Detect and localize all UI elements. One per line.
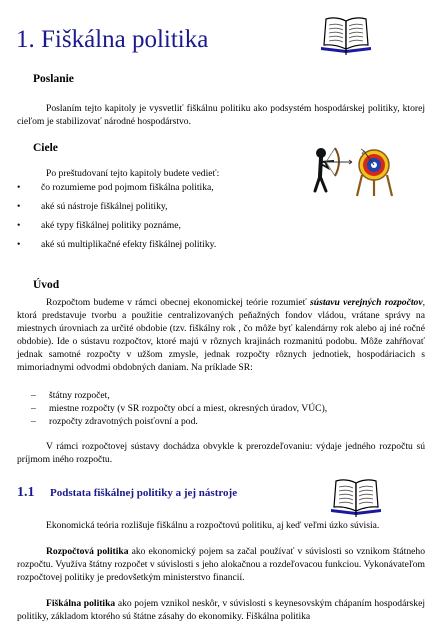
list-item-text: miestne rozpočty (v SR rozpočty obcí a miest, okresných úradov, VÚC),: [49, 403, 328, 415]
ciele-list: [17, 181, 307, 251]
uvod-dash-list: [31, 389, 421, 428]
list-item: [17, 219, 307, 232]
open-book-icon: [318, 12, 374, 56]
uvod-paragraph-2: V rámci rozpočtovej sústavy dochádza obvykle k prerozdeľovaniu: výdaje jedného rozpočtu sú príjmom iného rozpočtu.: [17, 441, 425, 466]
section-paragraph-1: Ekonomická teória rozlišuje fiškálnu a rozpočtovú politiku, aj keď veľmi úzko súvisia.: [46, 520, 380, 531]
list-item: [17, 200, 307, 213]
list-item: [17, 181, 307, 194]
section-p3-text: ako pojem vznikol neskôr, v súvislosti s keynesovským chápaním hospodárskej politiky, základom ktorého sú štátne zásahy do ekonomiky. Fiškálna politika: [17, 598, 425, 623]
list-item: [31, 415, 421, 428]
list-item: [31, 389, 421, 402]
bullet-mark: •: [17, 239, 21, 250]
section-p2-term: Rozpočtová politika: [46, 546, 129, 557]
section-paragraph-2: [17, 545, 425, 584]
list-item: [17, 238, 307, 251]
list-item-text: aké sú multiplikačné efekty fiškálnej politiky.: [41, 239, 217, 250]
poslanie-text: Poslaním tejto kapitoly je vysvetliť fiškálnu politiku ako podsystém hospodárskej politiky, ktorej cieľom je stabilizovať národné hospodárstvo.: [17, 103, 425, 128]
poslanie-heading: Poslanie: [33, 73, 74, 85]
archer-target-icon: [312, 143, 396, 197]
section-paragraph-3: [17, 597, 425, 623]
uvod-p1-a: Rozpočtom budeme v rámci obecnej ekonomickej teórie rozumieť: [46, 297, 311, 308]
bullet-mark: •: [17, 182, 21, 193]
bullet-mark: •: [17, 201, 21, 212]
dash-mark: –: [31, 416, 36, 428]
ciele-intro: Po preštudovaní tejto kapitoly budete vedieť:: [46, 168, 220, 179]
section-title: Podstata fiškálnej politiky a jej nástroje: [50, 487, 238, 499]
bullet-mark: •: [17, 220, 21, 231]
ciele-heading: Ciele: [33, 142, 58, 154]
dash-mark: –: [31, 390, 36, 401]
dash-mark: –: [31, 403, 36, 415]
list-item-text: čo rozumieme pod pojmom fiškálna politika,: [41, 182, 214, 193]
list-item-text: štátny rozpočet,: [49, 390, 110, 401]
section-number: 1.1: [17, 485, 35, 500]
list-item: [31, 402, 421, 415]
list-item-text: rozpočty zdravotných poisťovní a pod.: [49, 416, 198, 428]
uvod-p1-emphasis: sústavu verejných rozpočtov: [310, 297, 423, 308]
uvod-paragraph-1: [17, 296, 425, 375]
list-item-text: aké sú nástroje fiškálnej politiky,: [41, 201, 168, 212]
section-p2-text: ako ekonomický pojem sa začal používať v súvislosti so vznikom štátneho rozpočtu. Využíva štátny rozpočet v súvislosti s jeho alokačnou a rozdeľovacou funkciou. Vykonávateľom rozpočtovej politiky je predovšetkým ministerstvo financií.: [17, 546, 425, 584]
list-item-text: aké typy fiškálnej politiky poznáme,: [41, 220, 181, 231]
section-p3-term: Fiškálna politika: [46, 598, 116, 609]
uvod-heading: Úvod: [33, 279, 60, 291]
page-title: 1. Fiškálna politika: [16, 26, 209, 53]
open-book-icon: [326, 474, 386, 518]
uvod-p1-c: , ktorá predstavuje tvorbu a použitie centralizovaných peňažných fondov vládou, vrátane správy na miestnych úrovniach za určité obdobie (tzv. fiškálny rok , čo môže byť kalendárny rok alebo aj iné ročné obdobie). Ide o sústavu rozpočtov, ktoré majú v rôznych krajinách rozmanitú podobu. Môže zahŕňovať jednak samotné rozpočty v užšom zmysle, jednak rozpočty rôznych jednotiek, hospodáriacich s mimoriadnymi odvodmi obdobných daniam. Na príklade SR:: [17, 297, 425, 374]
